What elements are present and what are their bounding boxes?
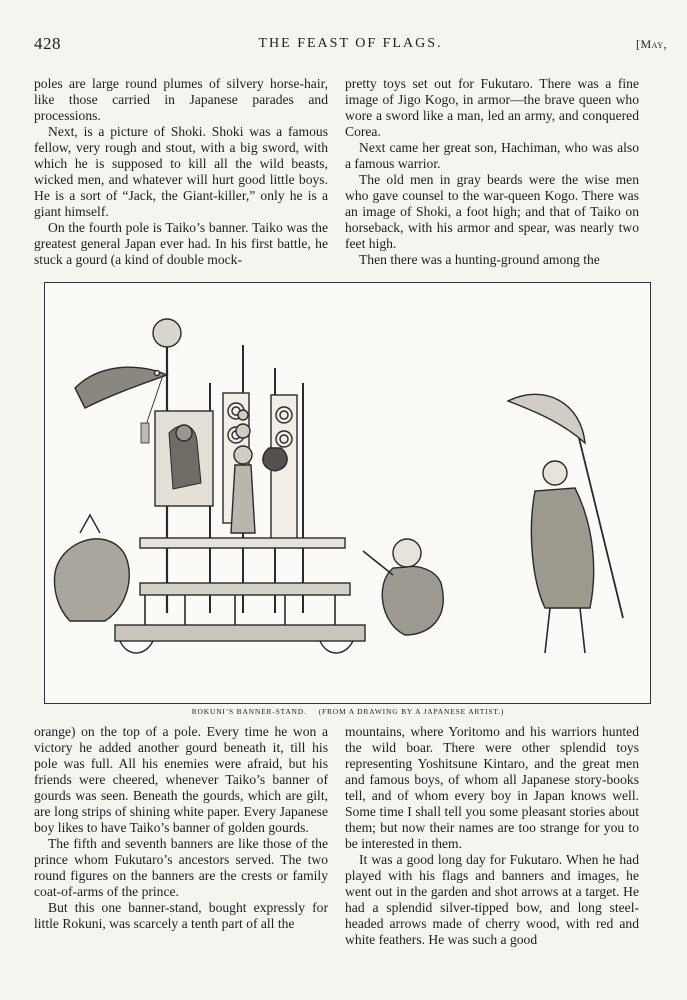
caption-title: ROKUNI’S BANNER-STAND. xyxy=(191,707,307,716)
carp-streamer xyxy=(75,367,167,408)
page-header xyxy=(34,34,667,56)
paragraph: mountains, where Yoritomo and his warriors hunted the wild boar. There were other splendid toys representing Yoshitsune Kintaro, and the great men and famous boys, of whom all Japanese story-books tell, and of whom every boy in Japan knows well. Some time I shall tell you some pleasant stories about them; but now their names are too strange for you to be interested in them. xyxy=(345,724,639,851)
issue-month: [May, xyxy=(636,37,667,51)
standing-attendant xyxy=(531,488,593,608)
column-top-right xyxy=(345,76,639,268)
halberd-blade xyxy=(508,394,585,443)
paragraph: pretty toys set out for Fukutaro. There was a fine image of Jigo Kogo, in armor—the brave queen who wore a sword like a man, led an army, and conquered Corea. xyxy=(345,76,639,139)
column-bottom-left xyxy=(34,724,328,932)
column-bottom-right xyxy=(345,724,639,948)
paragraph: Next, is a picture of Shoki. Shoki was a famous fellow, very rough and stout, with a big sword, with which he is supposed to kill all the wild beasts, wicked men, and whatever will hurt good little boys. He is a sort of “Jack, the Giant-killer,” only he is a giant himself. xyxy=(34,124,328,219)
paragraph: Then there was a hunting-ground among the xyxy=(359,252,600,267)
armor-helmet xyxy=(55,539,130,621)
caption-credit: (FROM A DRAWING BY A JAPANESE ARTIST.) xyxy=(318,707,505,716)
boy-head xyxy=(393,539,421,567)
attendant-head xyxy=(543,461,567,485)
paragraph: On the fourth pole is Taiko’s banner. Taiko was the greatest general Japan ever had. In his first battle, he stuck a gourd (a kind of double mock- xyxy=(34,220,328,267)
paragraph: The fifth and seventh banners are like those of the prince whom Fukutaro’s ancestors served. The two round figures on the banners are the crests or family coat-of-arms of the prince. xyxy=(34,836,328,899)
paragraph: But this one banner-stand, bought expressly for little Rokuni, was scarcely a tenth part of all the xyxy=(34,900,328,931)
figure-caption xyxy=(44,707,652,716)
paragraph: The old men in gray beards were the wise men who gave counsel to the war-queen Kogo. There was an image of Shoki, a foot high; and that of Taiko on horseback, with his armor and spear, was nearly two feet high. xyxy=(345,172,639,251)
plume-ball xyxy=(153,319,181,347)
stand-base xyxy=(115,625,365,641)
page-number: 428 xyxy=(34,34,61,53)
engraving-illustration xyxy=(45,283,650,703)
paragraph: poles are large round plumes of silvery horse-hair, like those carried in Japanese parades and processions. xyxy=(34,76,328,123)
illustration-banner-stand xyxy=(44,282,651,704)
seated-boy xyxy=(382,567,443,635)
paragraph: It was a good long day for Fukutaro. When he had played with his flags and banners and images, he went out in the garden and shot arrows at a target. He had a splendid silver-tipped bow, and long steel-headed arrows made of cherry wood, with red and white feathers. He was such a good xyxy=(345,852,639,947)
paragraph: Next came her great son, Hachiman, who was also a famous warrior. xyxy=(345,140,639,171)
paragraph: orange) on the top of a pole. Every time he won a victory he added another gourd beneath it, till his pole was full. All his enemies were afraid, but his friends were cheered, whenever Taiko’s banner of gourds was seen. Beneath the gourds, which are gilt, are long strips of shining white paper. Every Japanese boy likes to have Taiko’s banner of golden gourds. xyxy=(34,724,328,835)
paper-strips xyxy=(231,465,255,533)
running-title: THE FEAST OF FLAGS. xyxy=(258,36,443,51)
column-top-left xyxy=(34,76,328,268)
